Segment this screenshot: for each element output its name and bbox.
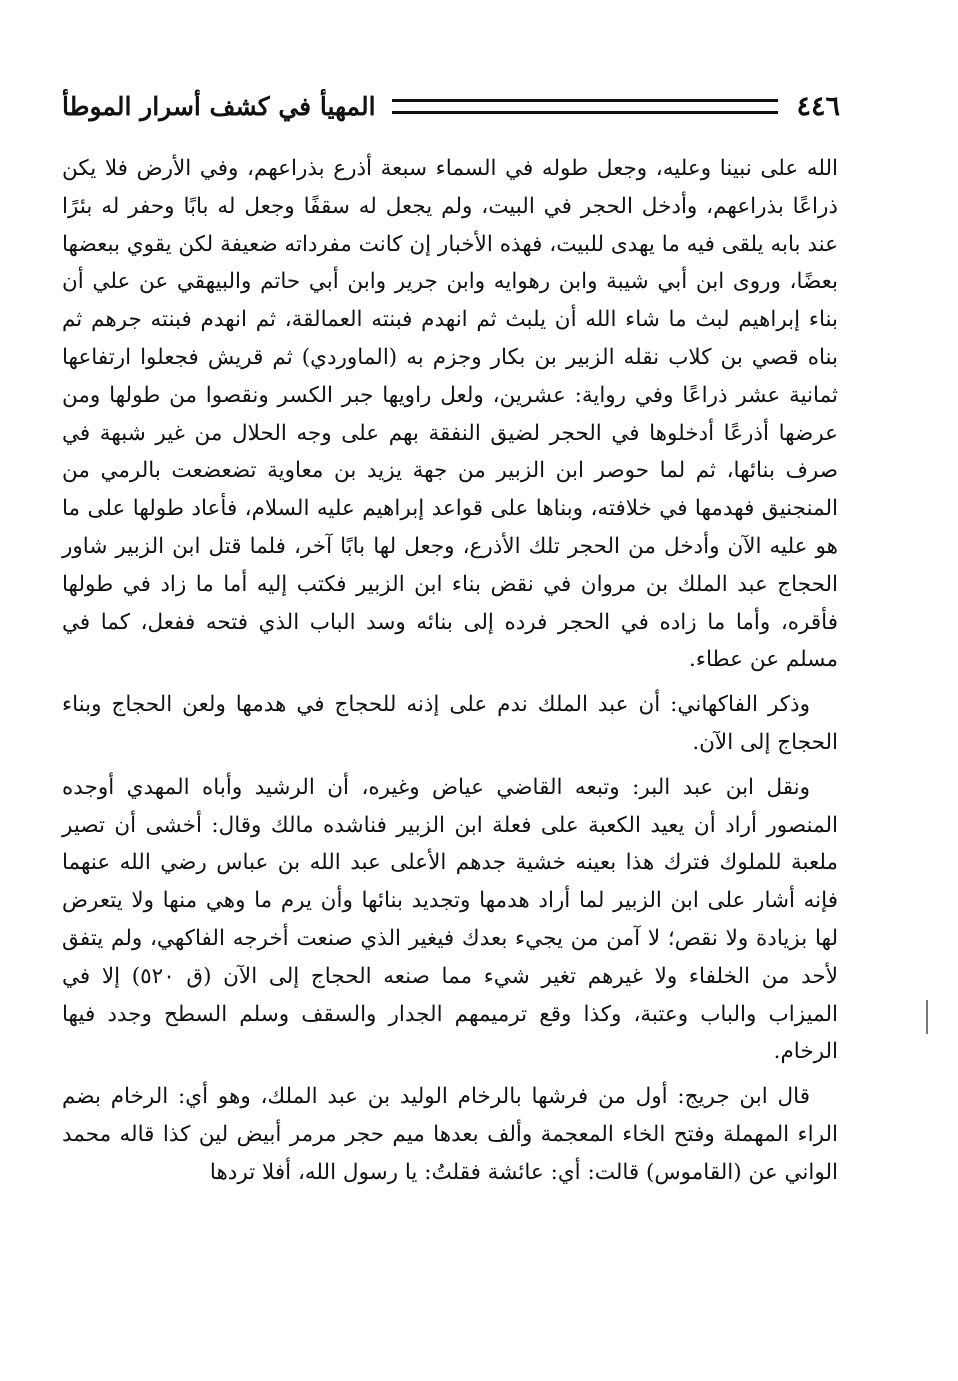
paragraph-1: الله على نبينا وعليه، وجعل طوله في السماء سبعة أذرع بذراعهم، وفي الأرض فلا يكن ذراعًا بذراعهم، وأدخل الحجر في البيت، ولم يجعل له سقفًا وجعل له بابًا وحفر له بئرًا عند بابه يلقى فيه ما يهدى للبيت، فهذه الأخبار إن كانت مفرداته ضعيفة لكن يقوي ببعضها بعضًا، وروى ابن أبي شيبة وابن رهوايه وابن جرير وابن أبي حاتم والبيهقي عن علي أن بناء إبراهيم لبث ما شاء الله أن يلبث ثم انهدم فبنته العمالقة، ثم انهدم فبنته جرهم ثم بناه قصي بن كلاب نقله الزبير بن بكار وجزم به (الماوردي) ثم قريش فجعلوا ارتفاعها ثمانية عشر ذراعًا وفي رواية: عشرين، ولعل راويها جبر الكسر ونقصوا من طولها ومن عرضها أذرعًا أدخلوها في الحجر لضيق النفقة بهم على وجه الحلال من غير شبهة في صرف بنائها، ثم لما حوصر ابن الزبير من جهة يزيد بن معاوية تضعضعت بالرمي من المنجنيق فهدمها في خلافته، وبناها على قواعد إبراهيم عليه السلام، فأعاد طولها على ما هو عليه الآن وأدخل من الحجر تلك الأذرع، وجعل لها بابًا آخر، فلما قتل ابن الزبير شاور الحجاج عبد الملك بن مروان في نقض بناء ابن الزبير فكتب إليه أما ما زاد في طولها فأقره، وأما ما زاده في الحجر فرده إلى بنائه وسد الباب الذي فتحه ففعل، كما في مسلم عن عطاء.: [62, 156, 838, 673]
page-body: [62, 150, 838, 1199]
header-rule: [392, 99, 779, 114]
paragraph-2: وذكر الفاكهاني: أن عبد الملك ندم على إذنه للحجاج في هدمها ولعن الحجاج وبناء الحجاج إلى الآن.: [62, 692, 838, 755]
paragraph-3: ونقل ابن عبد البر: وتبعه القاضي عياض وغيره، أن الرشيد وأباه المهدي أوجده المنصور أراد أن يعيد الكعبة على فعلة ابن الزبير فناشده مالك وقال: أخشى أن تصير ملعبة للملوك فترك هذا بعينه خشية جدهم الأعلى عبد الله بن عباس رضي الله عنهما فإنه أشار على ابن الزبير لما أراد هدمها وتجديد بنائها وأن يرم ما وهي منها ولا يتعرض لها بزيادة ولا نقص؛ لا آمن من يجيء بعدك فيغير الذي صنعت أخرجه الفاكهي، ولم يتفق لأحد من الخلفاء ولا غيرهم تغير شيء مما صنعه الحجاج إلى الآن (ق ٥٢٠) إلا في الميزاب والباب وعتبة، وكذا وقع ترميمهم الجدار والسقف وسلم السطح وجدد فيها الرخام.: [62, 774, 838, 1065]
margin-mark: [926, 1000, 928, 1034]
page-number: ٤٤٦: [796, 90, 840, 122]
book-title: المهيأ في كشف أسرار الموطأ: [62, 91, 376, 121]
paragraph-4: قال ابن جريج: أول من فرشها بالرخام الوليد بن عبد الملك، وهو أي: الرخام بضم الراء المهملة وفتح الخاء المعجمة وألف بعدها ميم حجر مرمر أبيض لين كذا قاله محمد الواني عن (القاموس) قالت: أي: عائشة فقلتُ: يا رسول الله، أفلا تردها: [62, 1084, 838, 1185]
page-header: [62, 84, 840, 128]
